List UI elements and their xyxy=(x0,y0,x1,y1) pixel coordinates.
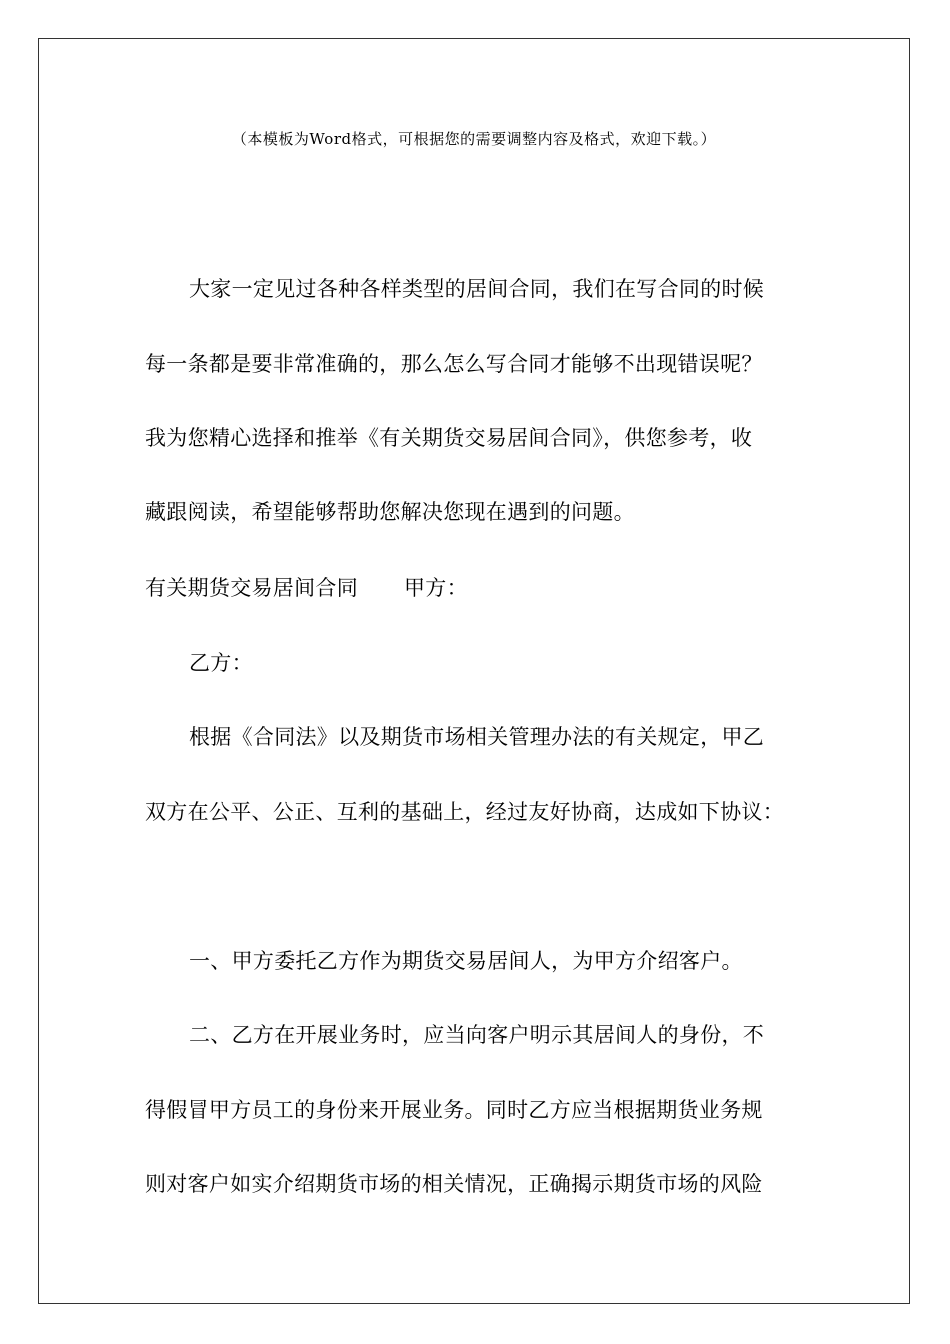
preamble-line-1: 根据《合同法》以及期货市场相关管理办法的有关规定，甲乙 xyxy=(189,725,765,749)
party-a-label: 甲方： xyxy=(404,576,468,600)
clause-line-3: 得假冒甲方员工的身份来开展业务。同时乙方应当根据期货业务规 xyxy=(145,1098,763,1122)
template-note: （本模板为Word格式，可根据您的需要调整内容及格式，欢迎下载。） xyxy=(231,130,717,148)
intro-line-1: 大家一定见过各种各样类型的居间合同，我们在写合同的时候 xyxy=(189,277,765,301)
contract-title: 有关期货交易居间合同 xyxy=(145,576,358,600)
intro-line-3: 我为您精心选择和推举《有关期货交易居间合同》，供您参考，收 xyxy=(145,426,753,450)
clause-line-1: 一、甲方委托乙方作为期货交易居间人，为甲方介绍客户。 xyxy=(189,949,743,973)
title-line xyxy=(145,573,825,603)
clause-line-4: 则对客户如实介绍期货市场的相关情况，正确揭示期货市场的风险 xyxy=(145,1172,763,1196)
intro-line-4: 藏跟阅读，希望能够帮助您解决您现在遇到的问题。 xyxy=(145,500,635,524)
preamble-line-2: 双方在公平、公正、互利的基础上，经过友好协商，达成如下协议： xyxy=(145,800,784,824)
intro-line-2: 每一条都是要非常准确的，那么怎么写合同才能够不出现错误呢？ xyxy=(145,352,763,376)
party-b-label: 乙方： xyxy=(189,651,253,675)
clause-line-2: 二、乙方在开展业务时，应当向客户明示其居间人的身份，不 xyxy=(189,1023,765,1047)
